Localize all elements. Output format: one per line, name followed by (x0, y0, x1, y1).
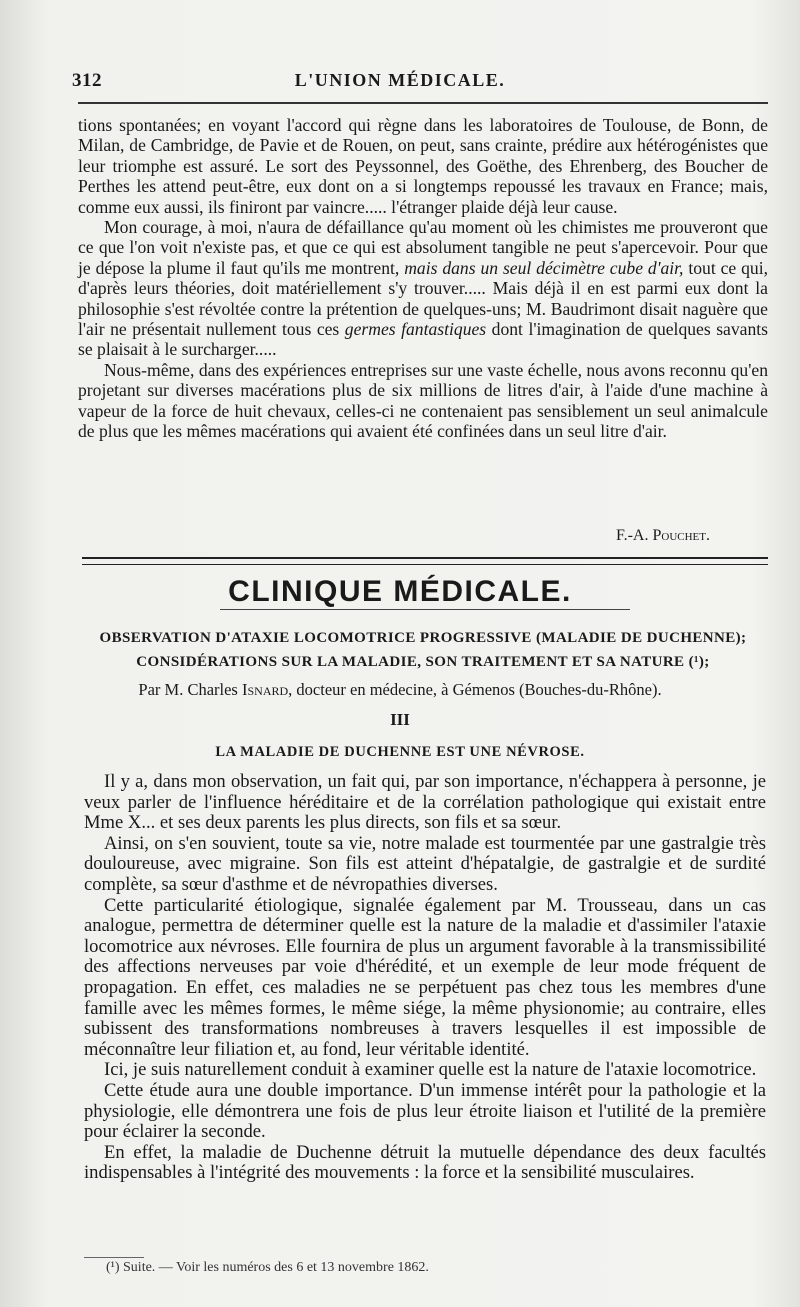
signature (78, 527, 710, 545)
article-body (84, 772, 766, 1184)
footnote-rule (84, 1257, 144, 1258)
paragraph: Nous-même, dans des expériences entreprises sur une vaste échelle, nous avons reconnu qu'en projetant sur diverses macérations plus de six millions de litres d'air, à l'aide d'une machine à vapeur de la force de huit chevaux, celles-ci ne contenaient pas sensiblement un seul animalcule de plus que les mêmes macérations qui avaient été confinées dans un seul litre d'air. (78, 359, 768, 442)
text-run: dont l'imagination de quelques savants se plaisait à le surcharger..... (78, 319, 768, 360)
author-name: Isnard (241, 680, 289, 699)
paragraph: Ainsi, on s'en souvient, toute sa vie, notre malade est tourmentée par une gastralgie très douloureuse, avec migraine. Son fils est atteint d'hépatalgie, de gastralgie et de surdité complète, sa sœur d'asthme et de névropathies diverses. (84, 832, 766, 895)
author-line (0, 680, 800, 700)
chapter-number: III (390, 710, 410, 729)
paragraph: Ici, je suis naturellement conduit à examiner quelle est la nature de l'ataxie locomotrice. (104, 1059, 757, 1081)
continued-article (78, 115, 768, 442)
chapter-title: LA MALADIE DE DUCHENNE EST UNE NÉVROSE. (215, 744, 585, 760)
emphasis: mais dans un seul décimètre cube d'air, (404, 257, 684, 278)
paragraph: Cette étude aura une double importance. D'un immense intérêt pour la pathologie et la physiologie, elle démontrera une fois de plus leur étroite liaison et l'utilité de la première pour éclairer la seconde. (84, 1079, 766, 1143)
running-title: L'UNION MÉDICALE. (294, 70, 506, 90)
footnote: (¹) Suite. — Voir les numéros des 6 et 13 novembre 1862. (106, 1260, 429, 1275)
author-affiliation: , docteur en médecine, à Gémenos (Bouches-du-Rhône). (288, 680, 662, 699)
paragraph: En effet, la maladie de Duchenne détruit la mutuelle dépendance des deux facultés indispensables à l'intégrité des mouvements : la force et la sensibilité musculaires. (84, 1141, 766, 1184)
emphasis: germes fantastiques (344, 319, 487, 340)
section-title: CLINIQUE MÉDICALE. (228, 575, 572, 608)
section-divider (82, 557, 768, 565)
signature-name: Pouchet. (652, 527, 710, 544)
observation-title: OBSERVATION D'ATAXIE LOCOMOTRICE PROGRESSIVE (MALADIE DE DUCHENNE); CONSIDÉRATIONS SUR LA MALADIE, SON TRAITEMENT ET SA NATURE (¹); (99, 630, 747, 670)
paragraph: tions spontanées; en voyant l'accord qui règne dans les laboratoires de Toulouse, de Bonn, de Milan, de Cambridge, de Pavie et de Rouen, on peut, sans crainte, prédire aux hétérogénistes que leur triomphe est assuré. Le sort des Peyssonnel, des Goëthe, des Ehrenberg, des Boucher de Perthes les attend peut-être, eux dont on a si longtemps repoussé les travaux en France; mais, comme eux aussi, ils finiront par vaincre..... l'étranger plaide déjà leur cause. (78, 115, 768, 217)
paragraph: Il y a, dans mon observation, un fait qui, par son importance, n'échappera à personne, je veux parler de l'influence héréditaire et de la corrélation pathologique qui existait entre Mme X... et ses deux parents les plus directs, son fils et sa sœur. (84, 771, 766, 834)
signature-initials: F.-A. (615, 527, 649, 544)
page-header (0, 70, 800, 100)
header-rule (78, 102, 768, 104)
author-prefix: Par M. Charles (138, 680, 242, 699)
page-number: 312 (72, 70, 102, 91)
paragraph: Cette particularité étiologique, signalée également par M. Trousseau, dans un cas analogue, permettra de déterminer quelle est la nature de la maladie et d'assimiler l'ataxie locomotrice aux névroses. Elle fournira de plus un argument favorable à la transmissibilité des affections nerveuses par voie d'hérédité, et un exemple de leur mode fréquent de propagation. En effet, ces maladies ne se perpétuent pas chez tous les membres d'une famille avec les mêmes formes, le même siége, la même physionomie; au contraire, elles subissent des transformations nombreuses à travers lesquelles il est impossible de méconnaître leur filiation et, au fond, leur véritable identité. (84, 894, 766, 1060)
text-run: Mon courage, à moi, n'aura de défaillance qu'au moment où les chimistes me prouveront que ce que l'on voit n'existe pas, et que ce qui est absolument tangible ne peut s'apercevoir. Pour que je dépose la plume il faut qu'ils me montrent, (78, 217, 768, 278)
text-run: tout ce qui, d'après leurs théories, doit matériellement s'y trouver..... Mais déjà il en est parmi eux dont la philosophie s'est révoltée contre la prétention de quelques-uns; M. Baudrimont disait naguère que l'air ne présentait nullement tous ces (78, 257, 768, 340)
section-title-rule (220, 609, 630, 610)
paragraph (78, 217, 768, 360)
